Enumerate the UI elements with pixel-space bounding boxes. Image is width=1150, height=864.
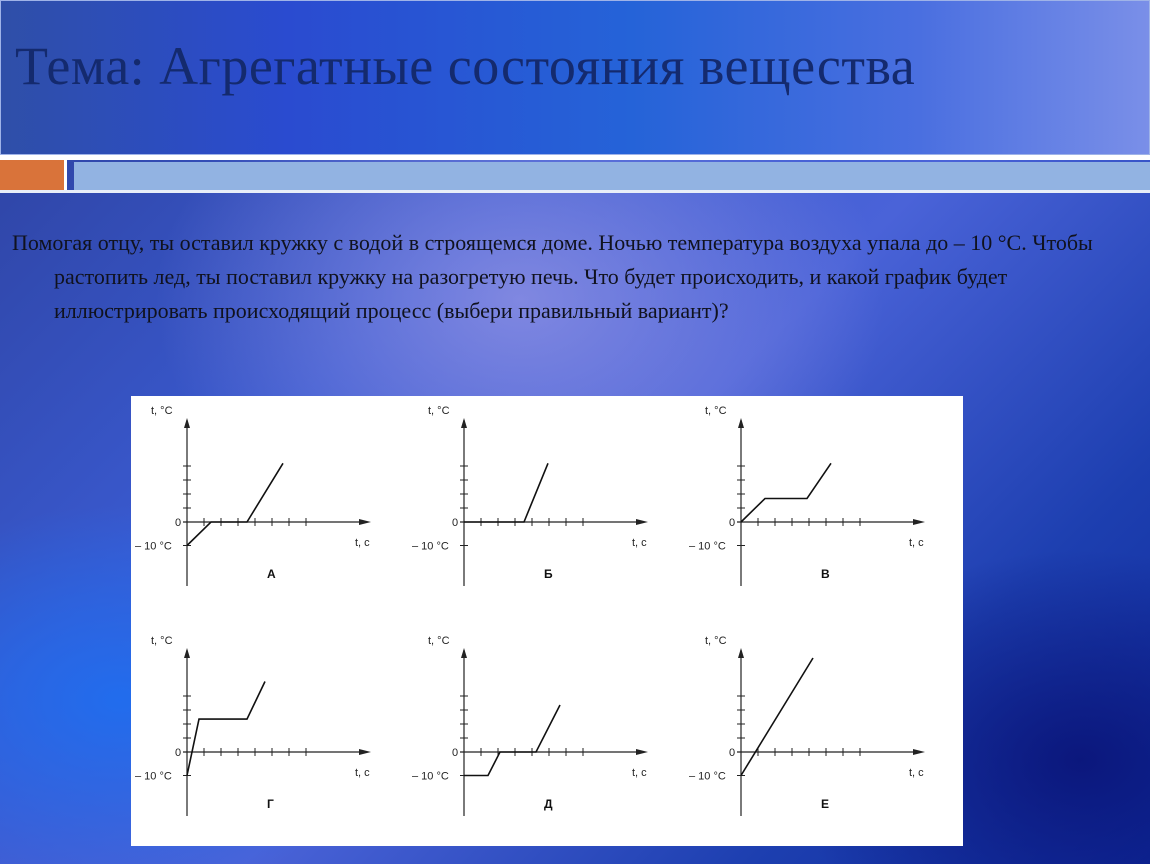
x-axis-arrow [913, 749, 925, 755]
zero-label: 0 [175, 747, 182, 759]
question-text: Помогая отцу, ты оставил кружку с водой в строящемся доме. Ночью температура воздуха упала до – 10 °C. Чтобы растопить лед, ты поставил кружку на разогретую печь. Что будет происходить, и какой график будет иллюстрировать происходящий процесс (выбери правильный вариант)? [12, 230, 1093, 323]
y-axis-arrow [738, 648, 744, 658]
temperature-line [187, 463, 283, 545]
graph-3 [689, 405, 925, 586]
y-axis-label: t, °C [151, 405, 173, 417]
graph-caption: В [821, 567, 830, 581]
y-axis-label: t, °C [705, 405, 727, 417]
divider-line-lower [0, 190, 1150, 193]
y-axis-arrow [461, 648, 467, 658]
temperature-line [741, 463, 831, 522]
minus-ten-label: – 10 °C [135, 770, 172, 783]
temperature-line [464, 705, 560, 776]
graph-2 [412, 405, 648, 586]
slide-title: Тема: Агрегатные состояния вещества [15, 36, 916, 96]
y-axis-arrow [738, 418, 744, 428]
x-axis-label: t, c [909, 767, 924, 779]
graphs-svg [131, 396, 963, 846]
minus-ten-label: – 10 °C [135, 540, 172, 553]
temperature-line [464, 463, 548, 522]
graph-caption: Е [821, 797, 830, 811]
minus-ten-label: – 10 °C [412, 770, 449, 783]
graph-4 [135, 635, 371, 816]
graph-6 [689, 635, 925, 816]
y-axis-arrow [461, 418, 467, 428]
zero-label: 0 [452, 747, 459, 759]
zero-label: 0 [729, 517, 736, 529]
x-axis-arrow [636, 749, 648, 755]
y-axis-arrow [184, 418, 190, 428]
x-axis-label: t, c [355, 767, 370, 779]
minus-ten-label: – 10 °C [689, 770, 726, 783]
graph-5 [412, 635, 648, 816]
x-axis-arrow [359, 519, 371, 525]
x-axis-arrow [636, 519, 648, 525]
zero-label: 0 [175, 517, 182, 529]
zero-label: 0 [452, 517, 459, 529]
graph-1 [135, 405, 371, 586]
x-axis-label: t, c [632, 767, 647, 779]
x-axis-arrow [359, 749, 371, 755]
x-axis-arrow [913, 519, 925, 525]
temperature-line [741, 658, 813, 776]
minus-ten-label: – 10 °C [412, 540, 449, 553]
zero-label: 0 [729, 747, 736, 759]
graph-caption: Б [544, 567, 553, 581]
graph-caption: А [267, 567, 276, 581]
x-axis-label: t, c [632, 537, 647, 549]
temperature-line [187, 682, 265, 776]
graphs-panel [131, 396, 963, 846]
graph-caption: Д [544, 797, 553, 811]
x-axis-label: t, c [355, 537, 370, 549]
accent-orange-bar [0, 160, 67, 190]
y-axis-arrow [184, 648, 190, 658]
accent-blue-bar [74, 162, 1150, 190]
y-axis-label: t, °C [428, 635, 450, 647]
y-axis-label: t, °C [151, 635, 173, 647]
minus-ten-label: – 10 °C [689, 540, 726, 553]
y-axis-label: t, °C [428, 405, 450, 417]
graph-caption: Г [267, 797, 274, 811]
y-axis-label: t, °C [705, 635, 727, 647]
title-band [0, 0, 1150, 155]
divider-line [0, 155, 1150, 160]
x-axis-label: t, c [909, 537, 924, 549]
